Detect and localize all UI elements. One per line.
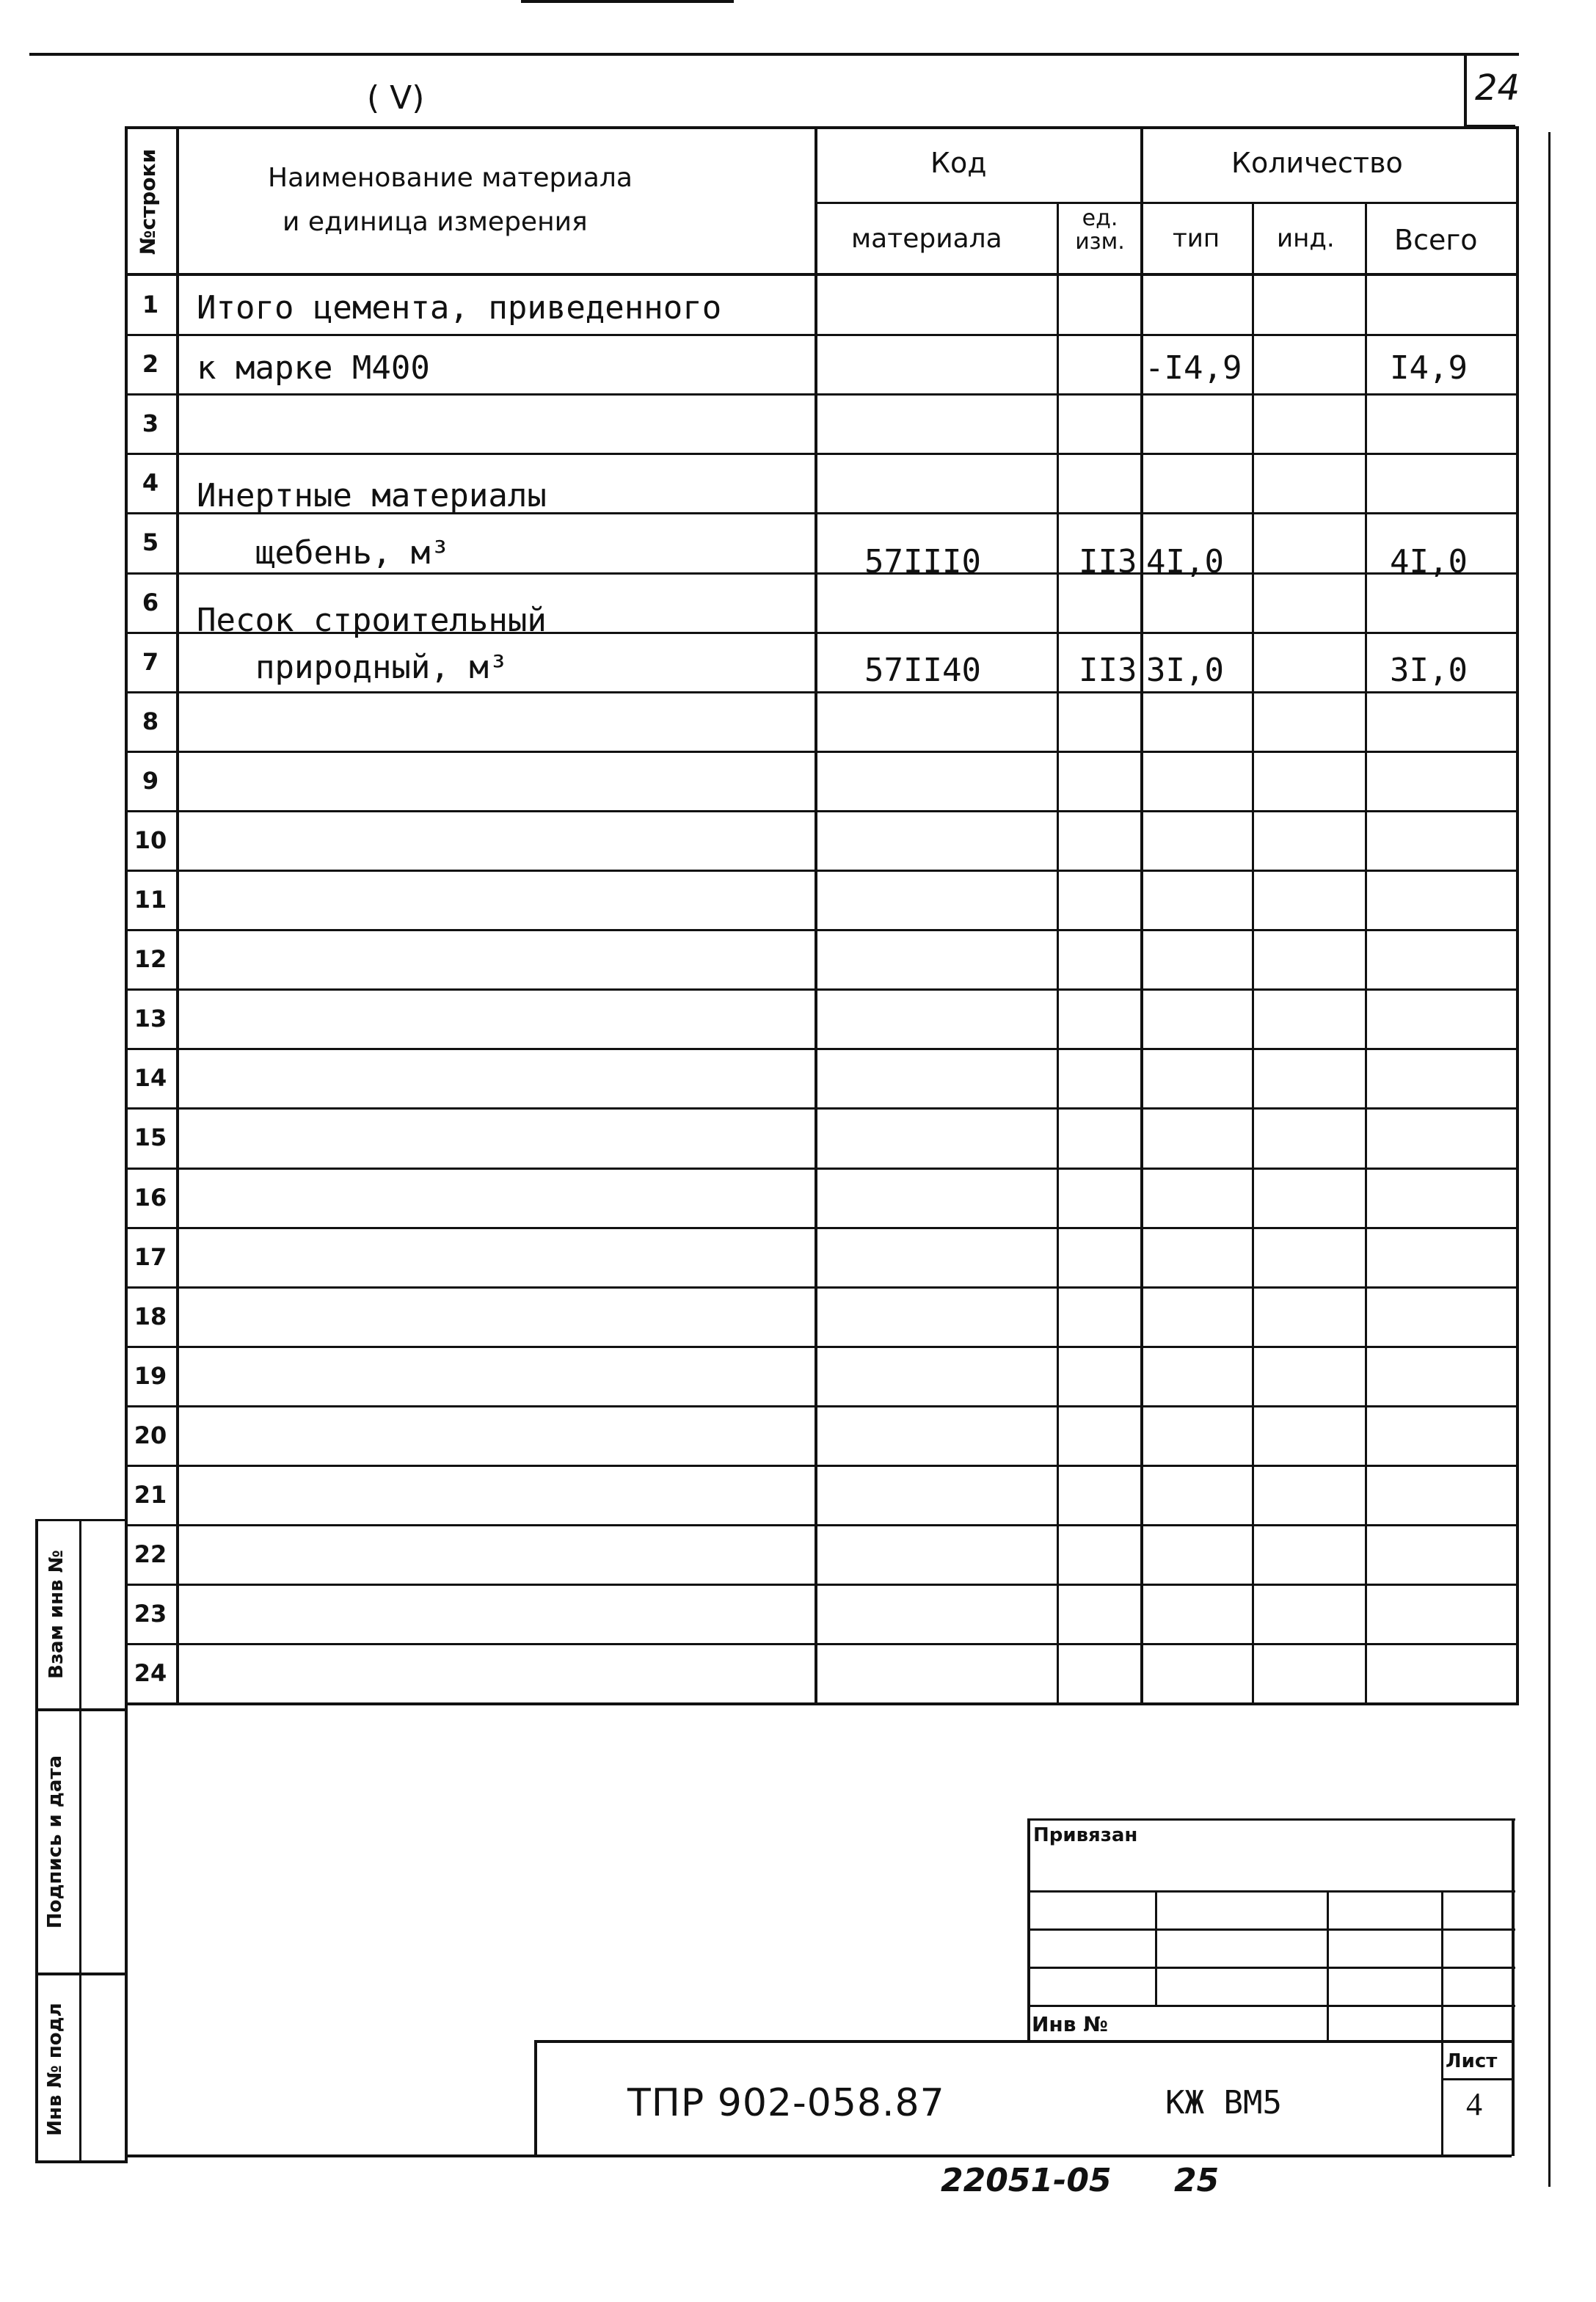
header-name-line2: и единица измерения xyxy=(283,207,588,237)
archive-number: 22051-05 xyxy=(941,2162,1112,2199)
doc-box-top xyxy=(534,2040,1515,2043)
row-line xyxy=(125,810,1519,812)
row-number: 2 xyxy=(142,350,159,378)
row-number: 1 xyxy=(142,291,159,318)
r2-name: к марке М400 xyxy=(197,349,430,387)
row-line xyxy=(125,1643,1519,1645)
r7-code: 57II40 xyxy=(864,652,981,689)
row-line xyxy=(125,1227,1519,1229)
side-outer-left xyxy=(35,1519,38,2163)
sheet-label: Лист xyxy=(1446,2050,1498,2072)
top-edge-line xyxy=(521,0,734,3)
row-line xyxy=(125,751,1519,753)
col-line-unit xyxy=(1140,126,1143,1704)
row-number: 7 xyxy=(142,648,159,676)
row-number: 16 xyxy=(134,1184,167,1212)
header-sub-line xyxy=(815,202,1519,204)
frame-right-line xyxy=(1548,132,1551,2187)
row-line xyxy=(125,691,1519,693)
doc-code: ТПР 902-058.87 xyxy=(627,2081,945,2125)
row-number: 10 xyxy=(134,826,167,854)
row-number: 12 xyxy=(134,945,167,973)
row-line xyxy=(125,572,1519,575)
row-line xyxy=(125,988,1519,991)
row-number: 6 xyxy=(142,589,159,616)
r4-name: Инертные материалы xyxy=(197,477,547,514)
side-label-replace: Взам инв № xyxy=(45,1550,68,1679)
row-number: 3 xyxy=(142,409,159,437)
row-number: 24 xyxy=(134,1659,167,1687)
side-split-1 xyxy=(35,1708,127,1711)
bound-col-3 xyxy=(1441,1890,1443,2156)
r5-total: 4I,0 xyxy=(1390,543,1468,580)
table-top xyxy=(125,126,1519,129)
form-mark: ( V) xyxy=(367,79,425,117)
row-line xyxy=(125,1107,1519,1110)
col-line-ind xyxy=(1365,202,1367,1704)
header-bottom xyxy=(125,273,1519,276)
r5-type: 4I,0 xyxy=(1146,543,1224,580)
row-number: 19 xyxy=(134,1362,167,1390)
row-number: 8 xyxy=(142,707,159,735)
footer-page: 25 xyxy=(1174,2162,1220,2199)
row-number: 17 xyxy=(134,1243,167,1271)
row-line xyxy=(125,453,1519,455)
col-line-rownum xyxy=(176,126,179,1704)
frame-top-line xyxy=(29,53,1519,56)
r7-unit: II3 xyxy=(1079,652,1137,689)
row-line xyxy=(125,1465,1519,1467)
bound-col-1 xyxy=(1155,1890,1157,2006)
side-label-inv: Инв № подл xyxy=(44,2003,66,2136)
row-line xyxy=(125,1346,1519,1348)
bound-col-2 xyxy=(1327,1890,1329,2043)
row-number: 23 xyxy=(134,1600,167,1628)
row-number: 20 xyxy=(134,1421,167,1449)
row-line xyxy=(125,1168,1519,1170)
table-right xyxy=(1516,126,1519,1704)
row-number: 4 xyxy=(142,469,159,497)
row-line xyxy=(125,929,1519,931)
side-split-2 xyxy=(35,1973,127,1975)
header-q-type: тип xyxy=(1173,224,1220,253)
title-bottom-line xyxy=(125,2155,1512,2157)
r5-code: 57III0 xyxy=(864,543,981,580)
col-line-name xyxy=(815,126,817,1704)
row-number: 21 xyxy=(134,1481,167,1509)
side-inner-line xyxy=(79,1519,81,2163)
row-line xyxy=(125,870,1519,872)
row-line xyxy=(125,1584,1519,1586)
row-number: 13 xyxy=(134,1005,167,1032)
row-number: 14 xyxy=(134,1064,167,1092)
r7-type: 3I,0 xyxy=(1146,652,1224,689)
row-number: 18 xyxy=(134,1303,167,1330)
header-quantity: Количество xyxy=(1231,147,1403,179)
row-line xyxy=(125,393,1519,396)
bound-label: Привязан xyxy=(1033,1824,1138,1846)
row-line xyxy=(125,1405,1519,1407)
side-bottom xyxy=(35,2160,127,2163)
bound-right xyxy=(1512,1818,1515,2156)
sheet-value: 4 xyxy=(1466,2086,1482,2122)
doc-section: КЖ ВМ5 xyxy=(1165,2084,1282,2121)
side-label-sign: Подпись и дата xyxy=(44,1755,66,1929)
row-number: 5 xyxy=(142,528,159,556)
header-q-total: Всего xyxy=(1394,224,1478,256)
row-line xyxy=(125,1048,1519,1050)
side-top xyxy=(35,1519,127,1521)
r7-total: 3I,0 xyxy=(1390,652,1468,689)
row-line xyxy=(125,334,1519,336)
sheet-cell-mid xyxy=(1441,2078,1515,2080)
r1-name: Итого цемента, приведенного xyxy=(197,289,722,327)
inv-no-label: Инв № xyxy=(1032,2012,1108,2036)
bound-top xyxy=(1027,1818,1515,1821)
row-number: 11 xyxy=(134,886,167,914)
row-number: 22 xyxy=(134,1540,167,1568)
r7-name: природный, м³ xyxy=(255,649,509,686)
sheet-box-left xyxy=(1464,53,1467,126)
col-line-type xyxy=(1252,202,1254,1704)
r5-name: щебень, м³ xyxy=(255,534,450,572)
r6-name: Песок строительный xyxy=(197,602,547,639)
r2-total: I4,9 xyxy=(1390,349,1468,387)
r5-unit: II3 xyxy=(1079,543,1137,580)
row-number: 15 xyxy=(134,1123,167,1151)
header-code: Код xyxy=(930,147,987,179)
row-number: 9 xyxy=(142,767,159,795)
header-name-line1: Наименование материала xyxy=(268,163,633,193)
doc-box-left xyxy=(534,2040,537,2157)
header-code-unit: ед. изм. xyxy=(1075,205,1125,255)
r2-type: -I4,9 xyxy=(1145,349,1242,387)
sheet-number: 24 xyxy=(1475,68,1520,109)
table-bottom xyxy=(125,1702,1519,1705)
header-code-material: материала xyxy=(851,224,1002,254)
col-line-code xyxy=(1057,202,1059,1704)
header-row-no: №строки xyxy=(136,148,160,255)
row-line xyxy=(125,1286,1519,1289)
header-q-ind: инд. xyxy=(1277,224,1335,253)
row-line xyxy=(125,1524,1519,1526)
